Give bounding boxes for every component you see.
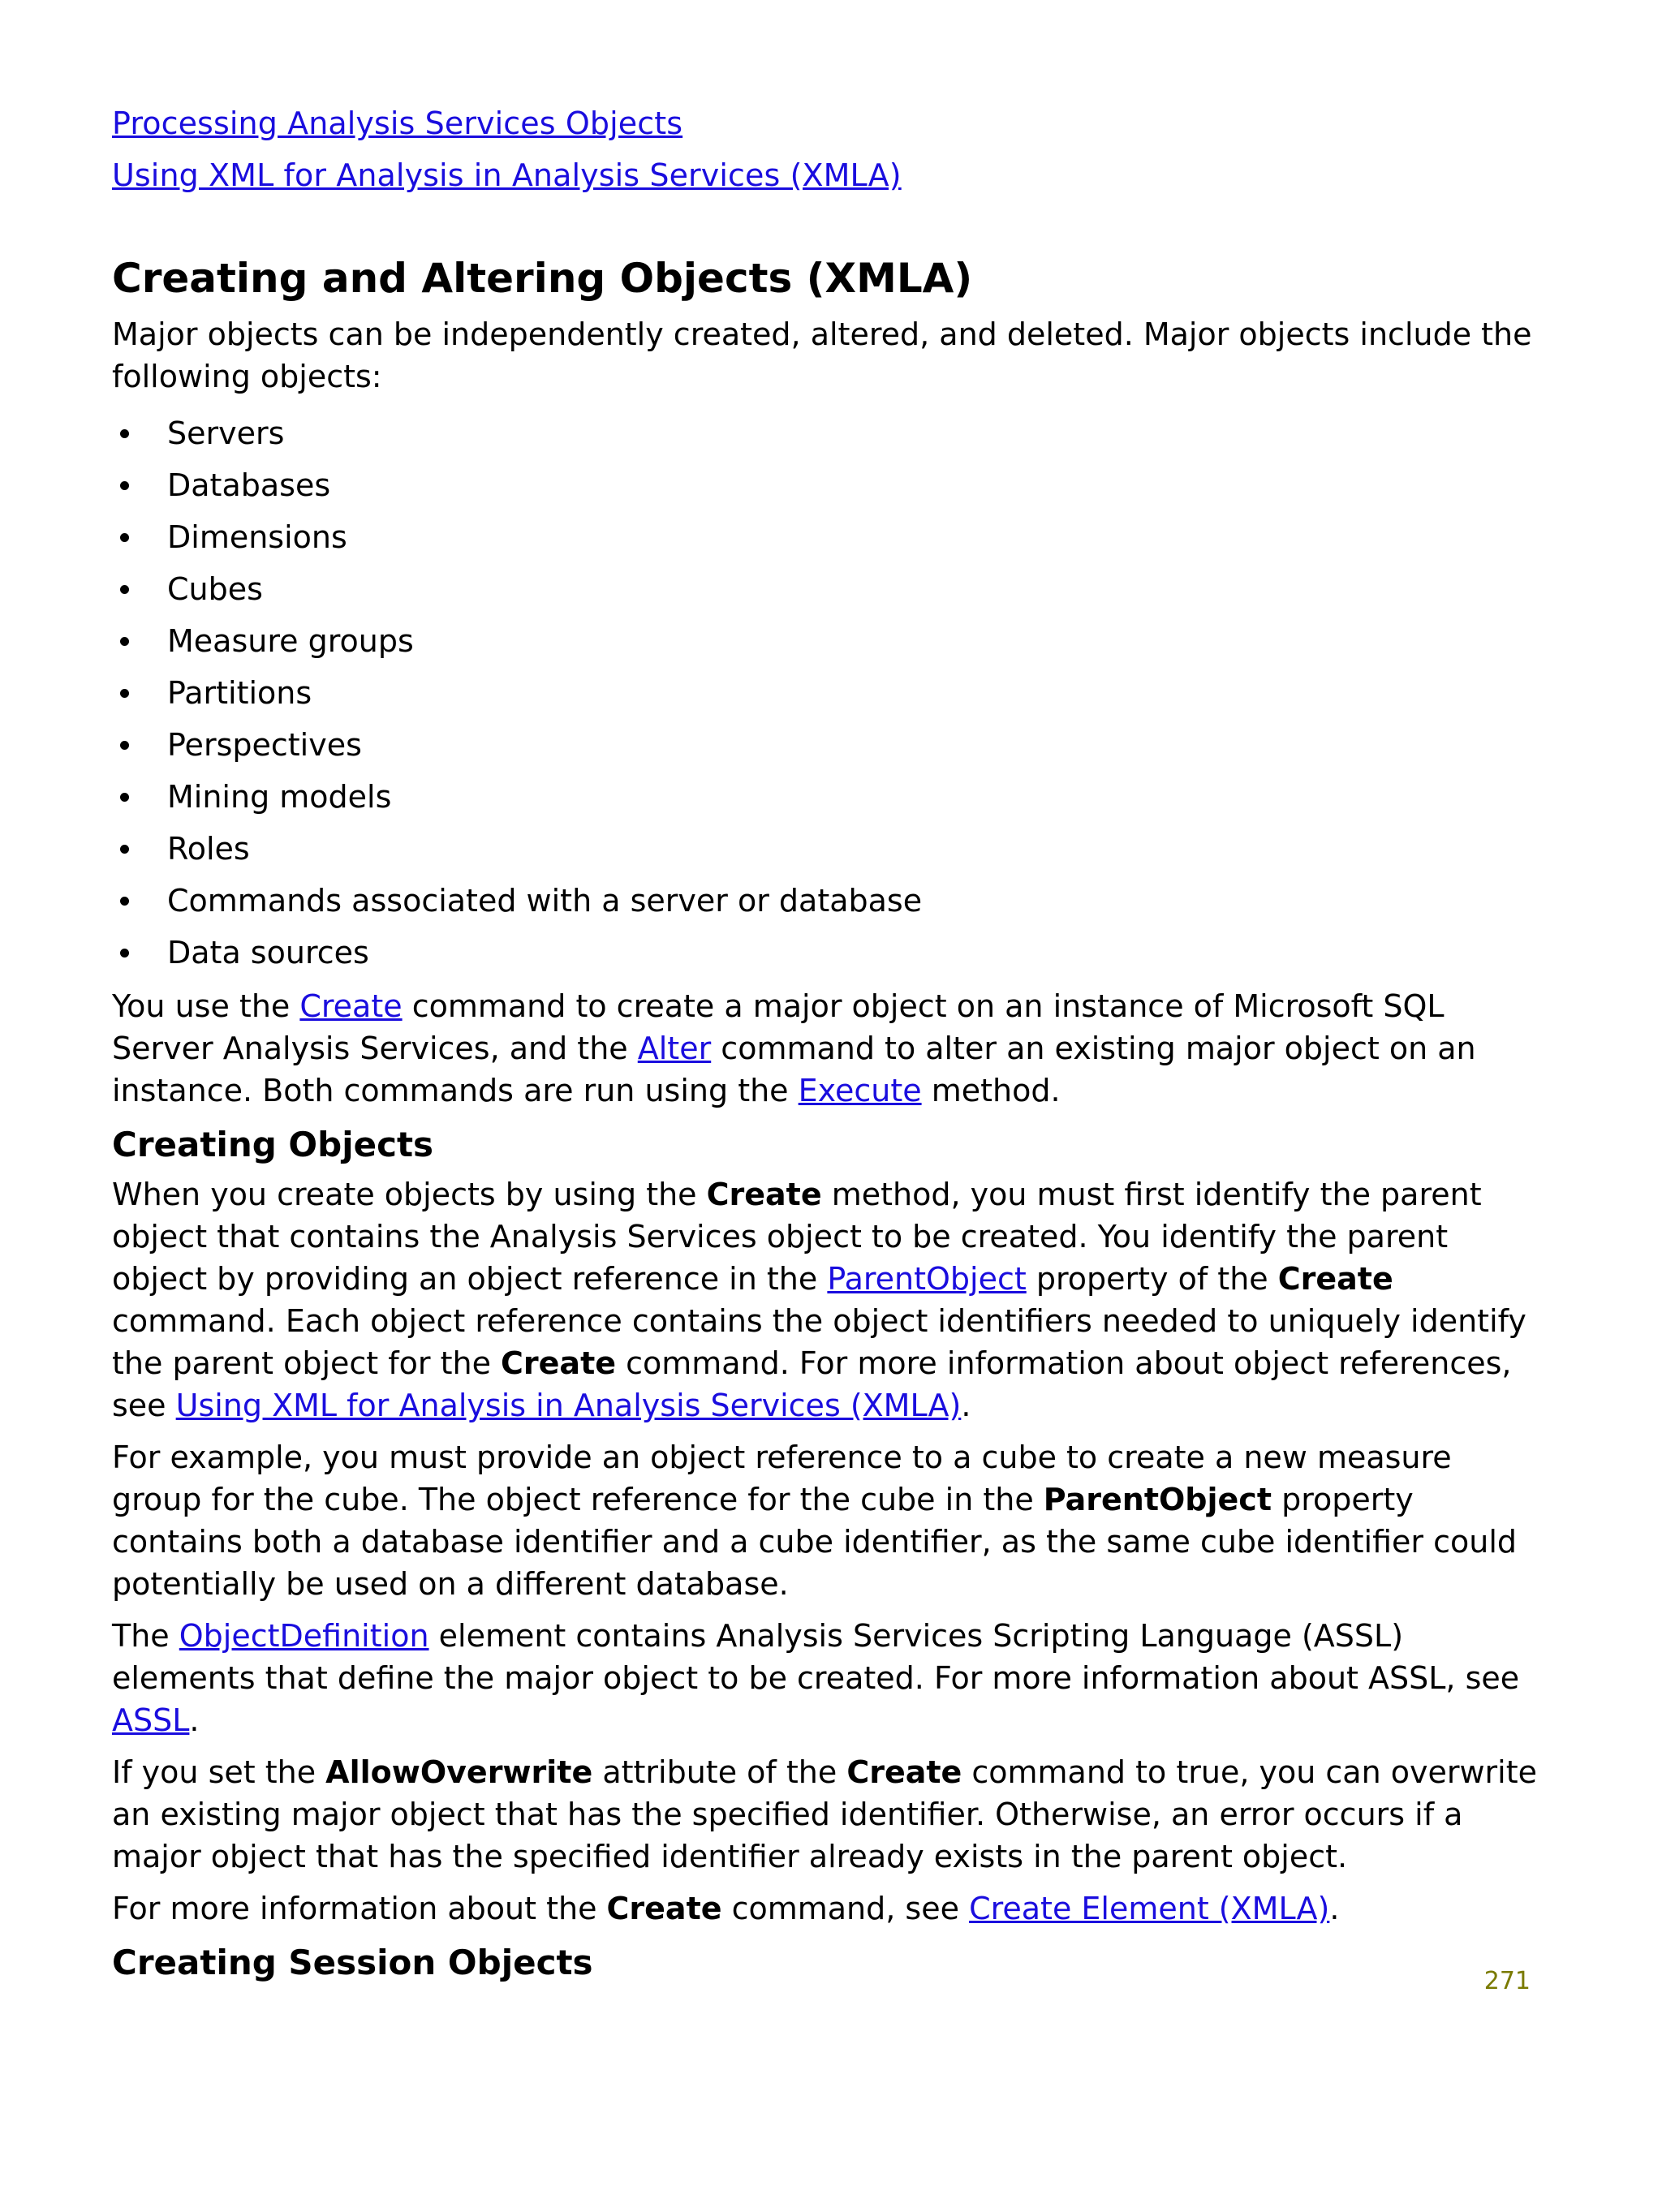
- bullet-icon: [120, 481, 129, 490]
- example-paragraph: For example, you must provide an object reference to a cube to create a new measure group for the cube. The object reference for the cube in the ParentObject property contains both a database identifier and a cube identifier, as the same cube identifier could potentially be used on a different database.: [112, 1440, 1518, 1602]
- objectdefinition-paragraph: The ObjectDefinition element contains Analysis Services Scripting Language (ASSL) elements that define the major object to be created. For more information about ASSL, see ASSL.: [112, 1618, 1520, 1738]
- major-objects-list: [112, 407, 1540, 979]
- link-objectdefinition[interactable]: ObjectDefinition: [179, 1618, 429, 1654]
- link-create[interactable]: Create: [299, 988, 403, 1024]
- section-heading-session-objects: Creating Session Objects: [112, 1943, 593, 1982]
- bullet-icon: [120, 949, 129, 958]
- link-alter[interactable]: Alter: [637, 1031, 712, 1066]
- bullet-icon: [120, 637, 129, 646]
- section-heading-creating-objects: Creating Objects: [112, 1125, 434, 1164]
- link-parentobject[interactable]: ParentObject: [827, 1261, 1027, 1297]
- more-info-paragraph: For more information about the Create command, see Create Element (XMLA).: [112, 1891, 1340, 1926]
- link-processing-objects[interactable]: Processing Analysis Services Objects: [112, 105, 683, 141]
- allowoverwrite-paragraph: If you set the AllowOverwrite attribute of the Create command to true, you can overwrite an existing major object that has the specified identifier. Otherwise, an error occurs if a major object that has the specified identifier already exists in the parent object.: [112, 1754, 1538, 1874]
- list-item: Cubes: [112, 563, 1540, 615]
- bullet-icon: [120, 793, 129, 802]
- create-paragraph: When you create objects by using the Create method, you must first identify the parent object that contains the Analysis Services object to be created. You identify the parent object by providing an object reference in the ParentObject property of the Create command. Each object reference contains the object identifiers needed to uniquely identify the parent object for the Create command. For more information about object references, see Using XML for Analysis in Analysis Services (XMLA).: [112, 1177, 1526, 1423]
- bullet-icon: [120, 897, 129, 906]
- list-item: Perspectives: [112, 719, 1540, 771]
- list-item: Databases: [112, 459, 1540, 511]
- list-item: Commands associated with a server or database: [112, 875, 1540, 927]
- list-item: Servers: [112, 407, 1540, 459]
- bullet-icon: [120, 533, 129, 542]
- page-number: 271: [1483, 1967, 1531, 1995]
- commands-paragraph: You use the Create command to create a major object on an instance of Microsoft SQL Server Analysis Services, and the Alter command to alter an existing major object on an instance. Both commands are run using the Execute method.: [112, 988, 1476, 1108]
- bullet-icon: [120, 429, 129, 438]
- bullet-icon: [120, 741, 129, 750]
- bullet-icon: [120, 585, 129, 594]
- link-execute[interactable]: Execute: [798, 1073, 922, 1108]
- document-page: [112, 97, 1540, 1991]
- link-create-element[interactable]: Create Element (XMLA): [969, 1891, 1330, 1926]
- link-assl[interactable]: ASSL: [112, 1702, 190, 1738]
- list-item: Mining models: [112, 771, 1540, 823]
- link-using-xmla[interactable]: Using XML for Analysis in Analysis Services (XMLA): [112, 157, 902, 193]
- list-item: Dimensions: [112, 511, 1540, 563]
- link-using-xmla-inline[interactable]: Using XML for Analysis in Analysis Services (XMLA): [175, 1388, 962, 1423]
- list-item: Measure groups: [112, 615, 1540, 667]
- list-item: Partitions: [112, 667, 1540, 719]
- bullet-icon: [120, 689, 129, 698]
- list-item: Data sources: [112, 927, 1540, 979]
- list-item: Roles: [112, 823, 1540, 875]
- page-title: Creating and Altering Objects (XMLA): [112, 255, 973, 302]
- intro-paragraph: Major objects can be independently created, altered, and deleted. Major objects include the following objects:: [112, 316, 1532, 394]
- bullet-icon: [120, 845, 129, 854]
